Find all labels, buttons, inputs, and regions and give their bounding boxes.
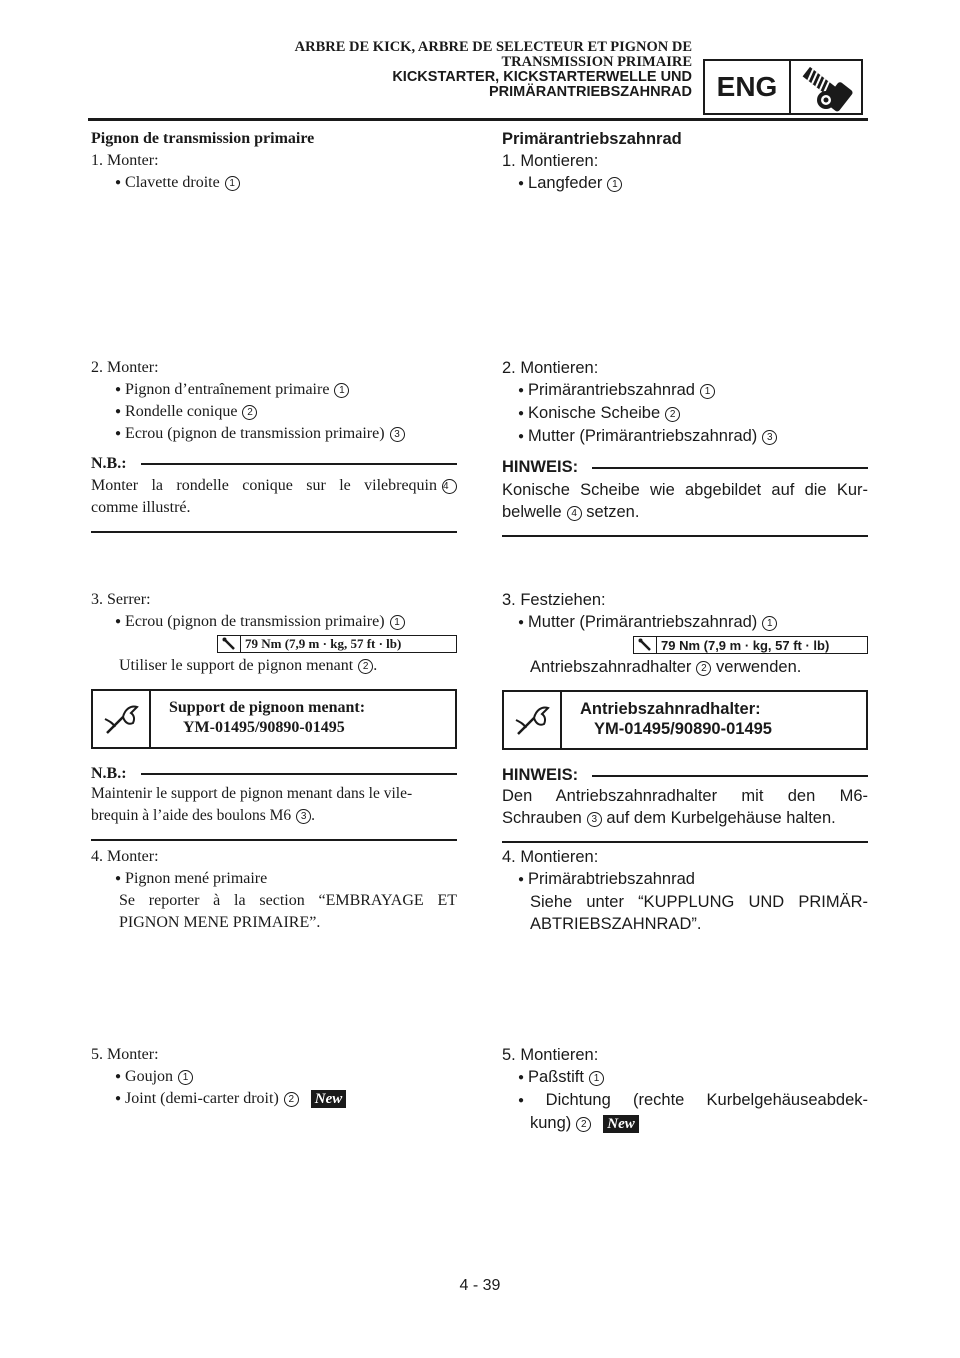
fr-heading: Pignon de transmission primaire [91,130,315,147]
fr-step1: 1. Monter: [91,152,159,169]
de-torque-value: 79 Nm (7,9 m · kg, 57 ft · lb) [661,637,830,653]
note-rule [592,467,868,469]
fr-column [91,128,457,194]
de-tool-name: Antriebszahnradhalter: [580,700,761,718]
fr-step5-item2 [91,1088,457,1110]
fr-step3-block [91,589,457,841]
de-note2-text2b: auf dem Kurbelgehäuse halten. [606,809,836,827]
callout-marker: 1 [178,1070,193,1085]
de-step5-item2b [502,1112,868,1134]
de-step5: 5. Montieren: [502,1046,599,1064]
fr-s4-b1: ● Pignon mené primaire [115,870,267,887]
de-step4-item1 [502,868,868,891]
callout-marker: 2 [696,661,711,676]
de-step5-item2 [502,1089,868,1112]
de-heading: Primärantriebszahnrad [502,130,682,148]
fr-step2-item1 [91,379,457,401]
tool-holder-icon [93,691,151,747]
fr-torque-value: 79 Nm (7,9 m · kg, 57 ft · lb) [245,636,402,651]
title-de-line2: PRIMÄRANTRIEBSZAHNRAD [489,84,692,100]
torque-wrench-icon [634,637,657,653]
callout-marker: 2 [576,1117,591,1132]
de-step2: 2. Montieren: [502,359,599,377]
de-torque-spec [633,636,868,654]
note-rule [141,463,457,465]
fr-s2-b3: ● Ecrou (pignon de transmission primaire) [115,425,385,442]
callout-marker: 2 [358,659,373,674]
de-s5-b2: ● Dichtung (rechte Kurbelgehäuseabdek- [518,1091,868,1109]
fr-s2-b1: ● Pignon d’entraînement primaire [115,381,329,398]
fr-note2-label: N.B.: [91,765,127,782]
callout-marker: 1 [762,616,777,631]
callout-marker: 2 [242,405,257,420]
callout-marker: 4 [567,506,582,521]
callout-marker: 2 [284,1092,299,1107]
new-badge: New [603,1115,639,1133]
de-s4-b1: ● Primärabtriebszahnrad [518,870,695,888]
callout-marker: 1 [390,615,405,630]
de-s3-use: Antriebszahnradhalter [530,658,692,676]
de-step2-item2 [502,402,868,425]
eng-badge [703,59,863,115]
fr-step3: 3. Serrer: [91,591,151,608]
callout-marker: 3 [390,427,405,442]
fr-note1-text1: Monter la rondelle conique sur le vilebrequin [91,477,437,494]
fr-note1-line1 [91,475,457,497]
torque-wrench-icon [218,636,241,652]
de-note2-head [502,766,868,785]
de-s3-use-b: verwenden. [716,658,802,676]
de-note1-text2b: setzen. [586,503,640,521]
de-step5-block [502,1044,868,1134]
fr-tool-part: YM-01495/90890-01495 [183,719,345,736]
de-note1-line1: Konische Scheibe wie abgebildet auf die Kur- [502,481,868,499]
callout-marker: 3 [296,809,311,824]
de-s3-b1: ● Mutter (Primärantriebszahnrad) [518,613,757,631]
de-step3-item1 [502,611,868,634]
fr-step2-item3 [91,423,457,445]
de-step2-item3 [502,425,868,448]
de-s5-b1: ● Paßstift [518,1068,584,1086]
de-s5-b2b: kung) [530,1114,572,1132]
fr-note2-line2: brequin à l’aide des boulons M6 3 . [91,807,316,824]
header-rule [88,118,868,121]
de-step3: 3. Festziehen: [502,591,606,609]
fr-step3-item1 [91,611,457,633]
callout-marker: 3 [587,812,602,827]
page-number: 4 - 39 [459,1277,501,1294]
fr-s1-b1: ● Clavette droite [115,174,220,191]
de-note2-line1: Den Antriebszahnradhalter mit den M6- [502,787,868,805]
de-s2-b2: ● Konische Scheibe [518,404,660,422]
de-step5-item1 [502,1066,868,1089]
fr-step2-item2 [91,401,457,423]
callout-marker: 1 [225,176,240,191]
fr-s3-use: Utiliser le support de pignon menant [119,657,354,674]
title-fr-line1: ARBRE DE KICK, ARBRE DE SELECTEUR ET PIGNON DE [294,39,692,55]
note-end-rule [91,531,457,533]
fr-step1-item1 [91,172,457,194]
de-tool-text [562,692,772,748]
fr-note1-head [91,455,457,473]
callout-marker: 3 [762,430,777,445]
note-rule [141,773,457,775]
callout-marker: 1 [589,1071,604,1086]
tool-holder-icon [504,692,562,748]
fr-step4-ref2: PIGNON MENE PRIMAIRE”. [119,914,321,931]
fr-s2-b2: ● Rondelle conique [115,403,237,420]
new-badge: New [311,1090,347,1108]
de-note1-text2: belwelle [502,503,562,521]
fr-step4-item1 [91,868,457,890]
note-end-rule [91,839,457,841]
fr-tool-text [151,691,365,747]
de-s1-b1: ● Langfeder [518,174,602,192]
de-step4-ref1: Siehe unter “KUPPLUNG UND PRIMÄR- [530,893,868,911]
fr-step2-block [91,357,457,533]
callout-marker: 1 [334,383,349,398]
de-step1-item1 [502,172,868,195]
fr-s3-b1: ● Ecrou (pignon de transmission primaire) [115,613,385,630]
title-fr-line2: TRANSMISSION PRIMAIRE [501,54,692,70]
fr-torque-spec [217,635,457,653]
de-step4-block [502,846,868,935]
de-tool-part: YM-01495/90890-01495 [594,720,772,738]
fr-note1-label: N.B.: [91,455,127,472]
de-tool-box [502,690,868,750]
de-step2-block [502,357,868,537]
fr-note2-text2: brequin à l’aide des boulons M6 [91,807,292,824]
engine-bolt-icon [791,61,861,113]
fr-step4: 4. Monter: [91,848,159,865]
callout-marker: 4 [442,479,457,494]
fr-note1-line2: comme illustré. [91,499,191,516]
fr-note2-line1: Maintenir le support de pignon menant dans le vile- [91,785,413,802]
eng-label: ENG [705,61,791,113]
de-note1-head [502,458,868,477]
fr-step3-use: Utiliser le support de pignon menant 2 . [119,657,378,674]
fr-s5-b1: ● Goujon [115,1068,173,1085]
note-end-rule [502,535,868,537]
note-rule [592,775,868,777]
fr-step4-ref1: Se reporter à la section “EMBRAYAGE ET [119,892,457,909]
de-column [502,128,868,195]
de-step1: 1. Montieren: [502,152,599,170]
title-de-line1: KICKSTARTER, KICKSTARTERWELLE UND [392,69,692,85]
fr-note2-head [91,765,457,783]
fr-step5-item1 [91,1066,457,1088]
de-step3-use [502,656,868,678]
fr-s5-b2: ● Joint (demi-carter droit) [115,1090,279,1107]
de-note2-line2 [502,807,868,829]
de-s2-b1: ● Primärantriebszahnrad [518,381,695,399]
fr-step5-block [91,1044,457,1110]
de-note1-line2 [502,501,868,523]
de-step4: 4. Montieren: [502,848,599,866]
de-step4-ref2: ABTRIEBSZAHNRAD”. [530,915,702,933]
fr-step5: 5. Monter: [91,1046,159,1063]
de-s2-b3: ● Mutter (Primärantriebszahnrad) [518,427,757,445]
fr-tool-name: Support de pignoon menant: [169,699,366,716]
fr-tool-box [91,689,457,749]
de-note2-label: HINWEIS: [502,766,579,784]
fr-step2: 2. Monter: [91,359,159,376]
de-note1-label: HINWEIS: [502,458,579,476]
fr-step4-block [91,846,457,934]
callout-marker: 1 [607,177,622,192]
callout-marker: 1 [700,384,715,399]
note-end-rule [502,841,868,843]
section-title [295,40,692,100]
callout-marker: 2 [665,407,680,422]
de-step3-block [502,589,868,843]
de-step2-item1 [502,379,868,402]
de-note2-text2: Schrauben [502,809,582,827]
